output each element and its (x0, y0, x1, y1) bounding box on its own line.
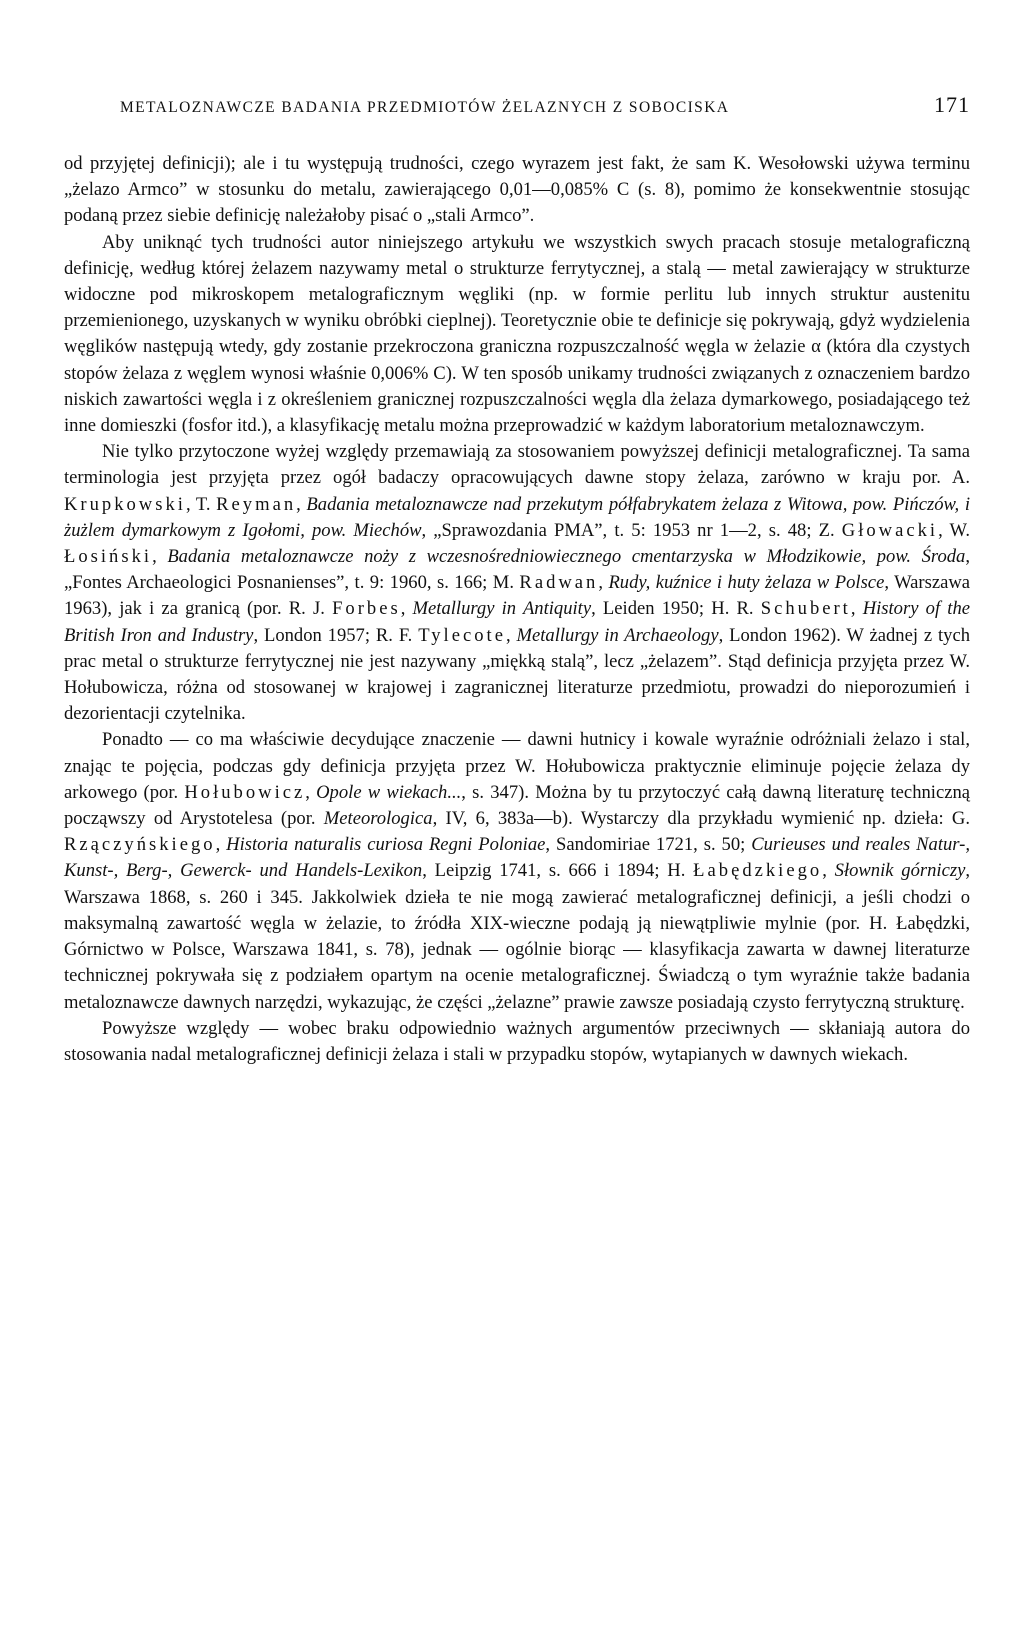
text-run: Nie tylko przytoczone wyżej względy przemawiają za stosowaniem powyższej definicji metalograficznej. Ta sama terminologia jest przyjęta przez ogół badaczy opracowujących dawne stopy żelaza, zarówno w kraju por. A. (64, 441, 970, 489)
text-run: , Warszawa 1963), jak i za granicą (por. R. J. (64, 572, 971, 620)
work-title: Opole w wiekach... (316, 781, 462, 803)
author-name: Radwan (519, 572, 599, 594)
text-run: , (850, 598, 863, 620)
text-run: , W. (938, 519, 970, 541)
article-body (64, 151, 970, 1068)
page-number: 171 (934, 92, 970, 117)
document-page (64, 92, 970, 1068)
text-run: , (400, 598, 413, 620)
text-run: , (822, 860, 835, 882)
author-name: Reyman (216, 493, 297, 515)
work-title: Historia naturalis curiosa Regni Poloniae (226, 834, 546, 856)
page-header (120, 92, 970, 132)
paragraph-3 (64, 439, 970, 727)
running-title: METALOZNAWCZE BADANIA PRZEDMIOTÓW ŻELAZNYCH Z SOBOCISKA (120, 99, 730, 116)
text-run: , Sandomiriae 1721, s. 50; (545, 834, 752, 856)
work-title: Słownik górniczy (834, 860, 966, 882)
author-name: Schubert (760, 598, 851, 620)
work-title: Metallurgy in Antiquity (412, 598, 592, 620)
text-run: , „Sprawozdania PMA”, t. 5: 1953 nr 1—2, s. 48; Z. (421, 519, 842, 541)
paragraph-4 (64, 727, 970, 1015)
text-run: , (296, 493, 307, 515)
text-run: , s. 347). Można by tu przytoczyć całą dawną literaturę techniczną począwszy od Arystotelesa (por. (64, 781, 971, 830)
author-name: Głowacki (841, 519, 939, 541)
work-title: History of the British Iron and Industry (64, 598, 970, 646)
author-name: Hołubowicz (184, 781, 306, 803)
work-title: Badania metaloznawcze nad przekutym półfabrykatem żelaza z Witowa, pow. Pińczów, i żużlem dymarkowym z Igołomi, pow. Miechów (64, 493, 970, 541)
work-title: Curieuses und reales Natur-, Kunst-, Berg-, Gewerck- und Handels-Lexikon (64, 834, 970, 882)
text-run: , (152, 546, 168, 568)
paragraph-5: Powyższe względy — wobec braku odpowiednio ważnych argumentów przeciwnych — skłaniają autora do stosowania nadal metalograficznej definicji żelaza i stali w przypadku stopów, wytapianych w dawnych wiekach. (64, 1017, 970, 1065)
paragraph-2: Aby uniknąć tych trudności autor niniejszego artykułu we wszystkich swych pracach stosuje metalograficzną definicję, według której żelazem nazywamy metal o strukturze ferrytycznej, a stalą — metal zawierający w strukturze widoczne pod mikroskopem metalograficznym węgliki (np. w formie perlitu lub innych struktur austenitu przemienionego, uzyskanych w wyniku obróbki cieplnej). Teoretycznie obie te definicje się pokrywają, gdyż wydzielenia węglików następują wtedy, gdy zostanie przekroczona graniczna rozpuszczalność węgla w żelazie α (która dla czystych stopów żelaza z węglem wynosi właśnie 0,006% C). W ten sposób unikamy trudności związanych z oznaczeniem bardzo niskich zawartości węgla i z określeniem granicznej rozpuszczalności węgla dla żelaza dymarkowego, posiadającego też inne domieszki (fosfor itd.), a klasyfikację metalu można przeprowadzić w każdym laboratorium metaloznawczym. (64, 231, 970, 437)
author-name: Krupkowski (64, 493, 186, 515)
work-title: Meteorologica (323, 808, 433, 830)
text-run: , (505, 624, 517, 646)
work-title: Badania metaloznawcze noży z wczesnośredniowiecznego cmentarzyska w Młodzikowie, pow. Środa (167, 546, 966, 568)
text-run: , (598, 572, 609, 594)
text-run: , IV, 6, 383a—b). Wystarczy dla przykładu wymienić np. dzieła: G. (432, 808, 970, 830)
paragraph-1: od przyjętej definicji); ale i tu występują trudności, czego wyrazem jest fakt, że sam K. Wesołowski używa terminu „żelazo Armco” w stosunku do metalu, zawierającego 0,01—0,085% C (s. 8), pomimo że konsekwentnie stosując podaną przez siebie definicję należałoby pisać o „stali Armco”. (64, 153, 970, 227)
work-title: Rudy, kuźnice i huty żelaza w Polsce (608, 572, 885, 594)
text-run: , T. (185, 493, 217, 515)
text-run: , (305, 781, 317, 803)
author-name: Łosiński (64, 546, 153, 568)
author-name: Łabędzkiego (693, 860, 823, 882)
text-run: , „Fontes Archaeologici Posnanienses”, t. 9: 1960, s. 166; M. (64, 546, 971, 594)
text-run: , Leipzig 1741, s. 666 i 1894; H. (422, 860, 694, 882)
text-run: , (215, 834, 227, 856)
author-name: Forbes (332, 598, 401, 620)
text-run: , Warszawa 1868, s. 260 i 345. Jakkolwiek dzieła te nie mogą zawierać metalograficznej definicji, a jeśli chodzi o maksymalną zawartość węgla w żelazie, to źródła XIX-wieczne podają ją niewątpliwie mylnie (por. H. Łabędzki, Górnictwo w Polsce, Warszawa 1841, s. 78), jednak — ogólnie biorąc — klasyfikacja zawarta w dawnej literaturze technicznej pokrywała się z podziałem opartym na ocenie metalograficznej. Świadczą o tym wyraźnie także badania metaloznawcze dawnych narzędzi, wykazując, że części „żelazne” prawie zawsze posiadają czysto ferrytyczną strukturę. (64, 860, 970, 1013)
work-title: Metallurgy in Archaeology (516, 624, 719, 646)
text-run: , Leiden 1950; H. R. (591, 598, 761, 620)
text-run: , London 1962). W żadnej z tych prac metal o strukturze ferrytycznej nie jest nazywany „miękką stalą”, lecz „żelazem”. Stąd definicja przyjęta przez W. Hołubowicza, różna od stosowanej w krajowej i zagranicznej literaturze przedmiotu, prowadzi do nieporozumień i dezorientacji czytelnika. (64, 624, 971, 725)
author-name: Tylecote (418, 624, 506, 646)
text-run: , London 1957; R. F. (253, 624, 419, 646)
author-name: Rzączyńskiego (64, 834, 216, 856)
text-run: Ponadto — co ma właściwie decydujące znaczenie — dawni hutnicy i kowale wyraźnie odróżniali żelazo i stal, znając te pojęcia, podczas gdy definicja przyjęta przez W. Hołubowicza praktycznie eliminuje pojęcie żelaza dy arkowego (por. (64, 729, 970, 803)
